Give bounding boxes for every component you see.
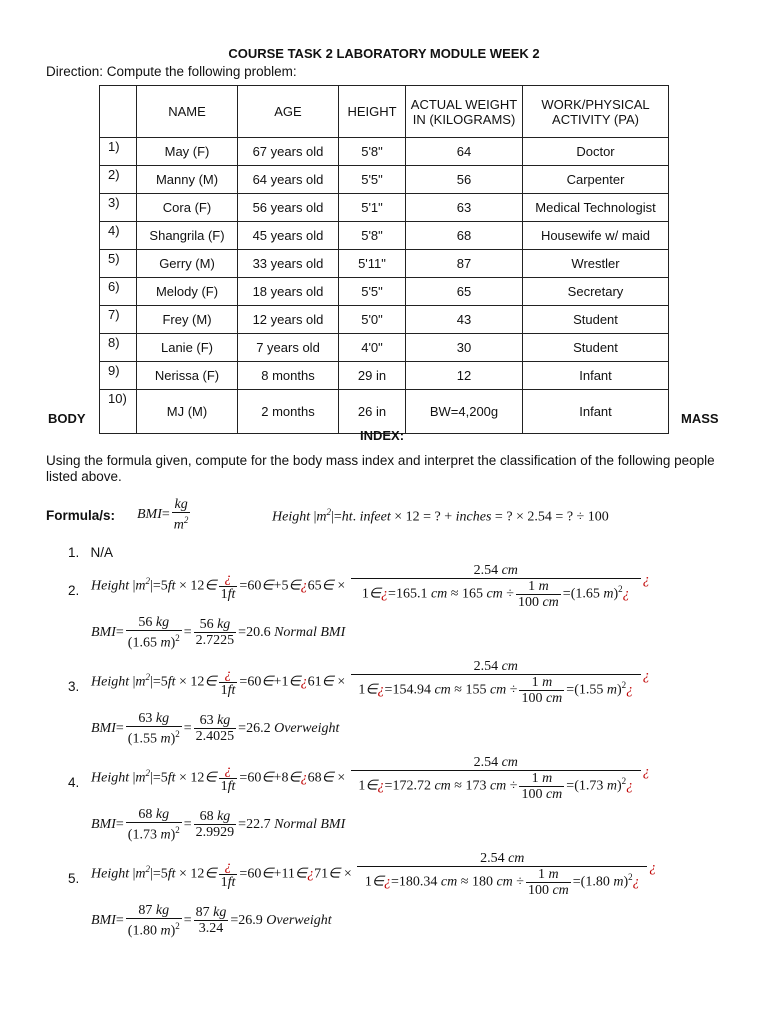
cm-value: 165.1 bbox=[395, 586, 428, 602]
cm-value: 180.34 bbox=[398, 874, 438, 890]
bmi-computation: BMI= $\frac{63 kg}{(1.55 m)^2}$ = $\frac{63 kg}{2.4025}$ =26.2 Overweight bbox=[91, 711, 340, 747]
bmi-classification: Normal BMI bbox=[274, 625, 346, 641]
table-cell: 43 bbox=[406, 306, 523, 334]
inches-value: 8 bbox=[281, 770, 289, 786]
table-cell: 7 years old bbox=[238, 334, 339, 362]
table-cell: Housewife w/ maid bbox=[523, 222, 669, 250]
table-cell: 5'5" bbox=[339, 166, 406, 194]
table-cell: Infant bbox=[523, 390, 669, 434]
bmi-value: 22.7 bbox=[246, 817, 271, 833]
people-table bbox=[99, 85, 669, 434]
cm-rounded: 180 bbox=[471, 874, 493, 890]
table-row bbox=[100, 166, 669, 194]
table-cell: Wrestler bbox=[523, 250, 669, 278]
row-number-cell: 9) bbox=[100, 362, 137, 390]
row-number-cell: 2) bbox=[100, 166, 137, 194]
cm-rounded: 155 bbox=[465, 682, 487, 698]
table-cell: 5'0" bbox=[339, 306, 406, 334]
row-number-cell: 5) bbox=[100, 250, 137, 278]
table-cell: 45 years old bbox=[238, 222, 339, 250]
table-cell: BW=4,200g bbox=[406, 390, 523, 434]
row-number-cell: 10) bbox=[100, 390, 137, 434]
table-cell: Manny (M) bbox=[137, 166, 238, 194]
item-number: 2. bbox=[68, 583, 80, 598]
bmi-classification: Overweight bbox=[266, 913, 332, 929]
header-cell: NAME bbox=[137, 86, 238, 138]
table-cell: Frey (M) bbox=[137, 306, 238, 334]
table-cell: 56 years old bbox=[238, 194, 339, 222]
inches-value: 11 bbox=[281, 866, 295, 882]
header-cell: WORK/PHYSICAL ACTIVITY (PA) bbox=[523, 86, 669, 138]
table-row bbox=[100, 194, 669, 222]
table-cell: 63 bbox=[406, 194, 523, 222]
row-number-cell: 7) bbox=[100, 306, 137, 334]
document-title: COURSE TASK 2 LABORATORY MODULE WEEK 2 bbox=[228, 46, 540, 61]
instruction-paragraph: Using the formula given, compute for the body mass index and interpret the classification of the following people listed above. bbox=[46, 453, 715, 484]
table-cell: 26 in bbox=[339, 390, 406, 434]
height-computation: Height $|m^2|=5ft$ × 12∈ $\frac{¿}{1ft}$ =60∈+11∈¿71∈ × 2.54 cm 1∈¿=180.34 cm ≈ 180 cm ÷ $\frac{1 m}{100 cm}$ =(1.80 m)$^2$¿ ¿ bbox=[91, 851, 657, 898]
table-cell: Gerry (M) bbox=[137, 250, 238, 278]
table-header-row bbox=[100, 86, 669, 138]
cm-rounded: 173 bbox=[465, 778, 487, 794]
kg-value: 68 bbox=[199, 809, 214, 825]
kg-value: 56 bbox=[138, 615, 153, 630]
table-cell: 29 in bbox=[339, 362, 406, 390]
item-1 bbox=[68, 545, 113, 560]
table-row bbox=[100, 306, 669, 334]
table-cell: May (F) bbox=[137, 138, 238, 166]
table-cell: 65 bbox=[406, 278, 523, 306]
height-computation: Height $|m^2|=5ft$ × 12∈ $\frac{¿}{1ft}$ =60∈+5∈¿65∈ × 2.54 cm 1∈¿=165.1 cm ≈ 165 cm ÷ $\frac{1 m}{100 cm}$ =(1.65 m)$^2$¿ ¿ bbox=[91, 563, 650, 610]
height-formula: Height $|m^2|=ht$. infeet × 12 = ? + inches = ? × 2.54 = ? ÷ 100 bbox=[272, 507, 609, 525]
bmi-classification: Normal BMI bbox=[274, 817, 346, 833]
table-row bbox=[100, 250, 669, 278]
meters-value: 1.65 bbox=[132, 635, 157, 651]
table-cell: Infant bbox=[523, 362, 669, 390]
table-row bbox=[100, 390, 669, 434]
header-cell bbox=[100, 86, 137, 138]
kg-value: 68 bbox=[138, 807, 153, 822]
table-row bbox=[100, 278, 669, 306]
table-cell: 12 bbox=[406, 362, 523, 390]
m2-value: 3.24 bbox=[198, 921, 224, 937]
table-cell: Medical Technologist bbox=[523, 194, 669, 222]
mass-label: MASS bbox=[681, 411, 719, 426]
table-cell: Student bbox=[523, 334, 669, 362]
meters-value: 1.80 bbox=[132, 923, 157, 939]
table-cell: Secretary bbox=[523, 278, 669, 306]
meters-value: 1.65 bbox=[575, 586, 600, 602]
table-cell: 33 years old bbox=[238, 250, 339, 278]
meters-value: 1.80 bbox=[585, 874, 610, 890]
total-inches: 61 bbox=[307, 674, 322, 690]
table-cell: 5'8" bbox=[339, 222, 406, 250]
meters-value: 1.55 bbox=[132, 731, 157, 747]
row-number-cell: 8) bbox=[100, 334, 137, 362]
m2-value: 2.4025 bbox=[195, 729, 235, 745]
table-cell: 68 bbox=[406, 222, 523, 250]
meters-value: 1.73 bbox=[578, 778, 604, 794]
row-number-cell: 4) bbox=[100, 222, 137, 250]
index-label: INDEX: bbox=[360, 428, 405, 443]
bmi-formula: BMI= $\frac{kg}{m^2}$ bbox=[137, 497, 189, 533]
table-cell: 4'0" bbox=[339, 334, 406, 362]
table-cell: MJ (M) bbox=[137, 390, 238, 434]
total-inches: 71 bbox=[314, 866, 329, 882]
table-row bbox=[100, 334, 669, 362]
row-number-cell: 6) bbox=[100, 278, 137, 306]
table-cell: 5'11" bbox=[339, 250, 406, 278]
height-computation: Height $|m^2|=5ft$ × 12∈ $\frac{¿}{1ft}$ =60∈+1∈¿61∈ × 2.54 cm 1∈¿=154.94 cm ≈ 155 cm ÷ $\frac{1 m}{100 cm}$ =(1.55 m)$^2$¿ ¿ bbox=[91, 659, 650, 706]
table-cell: 30 bbox=[406, 334, 523, 362]
inches-value: 5 bbox=[281, 578, 289, 594]
row-number-cell: 3) bbox=[100, 194, 137, 222]
table-cell: Nerissa (F) bbox=[137, 362, 238, 390]
table-cell: 5'1" bbox=[339, 194, 406, 222]
table-cell: 64 bbox=[406, 138, 523, 166]
table-cell: 56 bbox=[406, 166, 523, 194]
bmi-classification: Overweight bbox=[274, 721, 340, 737]
bmi-value: 20.6 bbox=[246, 625, 271, 641]
kg-value: 87 bbox=[195, 905, 210, 921]
table-cell: 67 years old bbox=[238, 138, 339, 166]
table-cell: 5'8" bbox=[339, 138, 406, 166]
header-cell: ACTUAL WEIGHT IN (KILOGRAMS) bbox=[406, 86, 523, 138]
table-cell: 8 months bbox=[238, 362, 339, 390]
item-text: N/A bbox=[90, 545, 114, 560]
item-number: 1. bbox=[68, 545, 80, 560]
table-row bbox=[100, 222, 669, 250]
cm-rounded: 165 bbox=[461, 586, 483, 602]
bmi-value: 26.2 bbox=[246, 721, 271, 737]
body-label: BODY bbox=[48, 411, 86, 426]
table-row bbox=[100, 362, 669, 390]
table-cell: 18 years old bbox=[238, 278, 339, 306]
table-cell: Lanie (F) bbox=[137, 334, 238, 362]
meters-value: 1.55 bbox=[578, 682, 604, 698]
cm-value: 154.94 bbox=[392, 682, 431, 698]
table-cell: 5'5" bbox=[339, 278, 406, 306]
table-cell: Shangrila (F) bbox=[137, 222, 238, 250]
inches-value: 1 bbox=[281, 674, 289, 690]
table-cell: 64 years old bbox=[238, 166, 339, 194]
bmi-computation: BMI= $\frac{87 kg}{(1.80 m)^2}$ = $\frac{87 kg}{3.24}$ =26.9 Overweight bbox=[91, 903, 332, 939]
table-row bbox=[100, 138, 669, 166]
m2-value: 2.9929 bbox=[195, 825, 235, 841]
table-cell: Cora (F) bbox=[137, 194, 238, 222]
item-number: 5. bbox=[68, 871, 80, 886]
total-inches: 68 bbox=[307, 770, 322, 786]
table-cell: Carpenter bbox=[523, 166, 669, 194]
kg-value: 56 bbox=[199, 617, 214, 633]
kg-value: 63 bbox=[199, 713, 214, 729]
item-number: 3. bbox=[68, 679, 80, 694]
table-cell: 2 months bbox=[238, 390, 339, 434]
kg-value: 63 bbox=[138, 711, 153, 726]
total-inches: 65 bbox=[307, 578, 322, 594]
m2-value: 2.7225 bbox=[195, 633, 235, 649]
direction-text: Direction: Compute the following problem: bbox=[46, 64, 297, 79]
header-cell: HEIGHT bbox=[339, 86, 406, 138]
bmi-computation: BMI= $\frac{68 kg}{(1.73 m)^2}$ = $\frac{68 kg}{2.9929}$ =22.7 Normal BMI bbox=[91, 807, 346, 843]
item-number: 4. bbox=[68, 775, 80, 790]
kg-value: 87 bbox=[138, 903, 153, 918]
height-computation: Height $|m^2|=5ft$ × 12∈ $\frac{¿}{1ft}$ =60∈+8∈¿68∈ × 2.54 cm 1∈¿=172.72 cm ≈ 173 cm ÷ $\frac{1 m}{100 cm}$ =(1.73 m)$^2$¿ ¿ bbox=[91, 755, 650, 802]
cm-value: 172.72 bbox=[392, 778, 431, 794]
row-number-cell: 1) bbox=[100, 138, 137, 166]
table-cell: 12 years old bbox=[238, 306, 339, 334]
meters-value: 1.73 bbox=[132, 827, 157, 843]
bmi-value: 26.9 bbox=[238, 913, 263, 929]
table-cell: Doctor bbox=[523, 138, 669, 166]
formula-label: Formula/s: bbox=[46, 508, 116, 523]
header-cell: AGE bbox=[238, 86, 339, 138]
table-cell: Student bbox=[523, 306, 669, 334]
table-cell: Melody (F) bbox=[137, 278, 238, 306]
table-cell: 87 bbox=[406, 250, 523, 278]
bmi-computation: BMI= $\frac{56 kg}{(1.65 m)^2}$ = $\frac{56 kg}{2.7225}$ =20.6 Normal BMI bbox=[91, 615, 346, 651]
